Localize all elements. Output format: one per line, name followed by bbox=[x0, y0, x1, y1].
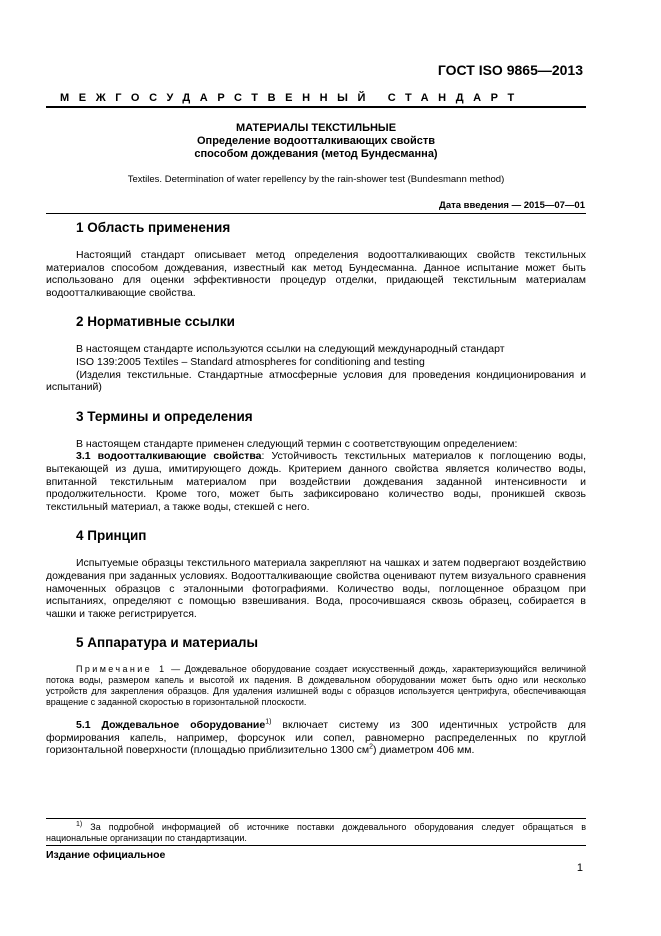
standard-type: МЕЖГОСУДАРСТВЕННЫЙ СТАНДАРТ bbox=[60, 92, 524, 104]
date-rule bbox=[46, 213, 586, 214]
footnote-ref: 1) bbox=[265, 718, 272, 726]
footer-rule bbox=[46, 845, 586, 846]
note-label: Примечание 1 bbox=[76, 664, 167, 675]
section-1-heading: 1 Область применения bbox=[76, 220, 231, 235]
section-3-line-1: В настоящем стандарте применен следующий термин с соответствующим определением: bbox=[76, 437, 518, 450]
title-line-1: МАТЕРИАЛЫ ТЕКСТИЛЬНЫЕ bbox=[235, 122, 397, 134]
clause-5-1 bbox=[46, 719, 586, 757]
title-line-3: способом дождевания (метод Бундесманна) bbox=[194, 148, 438, 160]
footnote-rule bbox=[46, 818, 586, 819]
title-line-2: Определение водоотталкивающих свойств bbox=[197, 135, 435, 147]
document-body bbox=[46, 220, 586, 757]
section-3-heading: 3 Термины и определения bbox=[76, 408, 253, 424]
section-3-definition bbox=[46, 450, 586, 513]
title-english: Textiles. Determination of water repellency by the rain-shower test (Bundesmann method) bbox=[127, 174, 505, 185]
section-4-heading: 4 Принцип bbox=[76, 528, 147, 544]
section-4-text: Испытуемые образцы текстильного материала закрепляют на чашках и затем подвергают воздействию дождевания при заданных условиях. Водоотталкивающие свойства оценивают путем визуального сравнения намоченных образцов с эталонными фотографиями. Количество воды, поглощенное образцом при испытаниях, определяют с помощью взвешивания. Вода, просочившаяся сквозь образец, собирается в чашки и также регистрируется. bbox=[46, 557, 586, 620]
clause-5-1-text-1: включает систему из 300 идентичных устройств для формирования капель, например, форсунок или сопел, равномерно распределенных по круглой горизонтальной поверхности (площадью приблизительно 1300 см bbox=[46, 719, 586, 757]
doc-number: ГОСТ ISO 9865—2013 bbox=[437, 62, 583, 78]
section-2-line-1: В настоящем стандарте используются ссылки на следующий международный стандарт bbox=[76, 343, 505, 356]
intro-date: Дата введения — 2015—07—01 bbox=[439, 200, 585, 211]
section-2-line-3: (Изделия текстильные. Стандартные атмосферные условия для проведения кондиционирования и испытаний) bbox=[46, 368, 586, 394]
clause-5-1-text-2: ) диаметром 406 мм. bbox=[373, 744, 475, 757]
footnote-mark: 1) bbox=[76, 821, 83, 828]
section-2-heading: 2 Нормативные ссылки bbox=[76, 314, 235, 330]
section-5-heading: 5 Аппаратура и материалы bbox=[76, 635, 259, 651]
edition-label: Издание официальное bbox=[46, 849, 166, 861]
header-rule bbox=[46, 106, 586, 108]
note-text: — Дождевальное оборудование создает искусственный дождь, характеризующийся величиной потока воды, размером капель и высотой их падения. В дождевальном оборудовании может быть одно или несколько устройств для закрепления образцов. Для удаления излишней воды с образцов используется центрифуга, обеспечивающая вращение с заданной скоростью в горизонтальной плоскости. bbox=[46, 664, 586, 708]
squared-sup: 2 bbox=[369, 743, 374, 751]
term-3-1: 3.1 водоотталкивающие свойства bbox=[76, 450, 262, 463]
note-1 bbox=[46, 664, 586, 708]
footnote bbox=[46, 822, 586, 844]
document-title bbox=[46, 122, 586, 161]
section-1-text: Настоящий стандарт описывает метод определения водоотталкивающих свойств текстильных материалов способом дождевания, известный как метод Бундесманна. Данное испытание может быть использовано для оценки эффективности процедур отделки, придающей текстильным материалам водоотталкивающие свойства. bbox=[46, 249, 586, 299]
page-number: 1 bbox=[576, 862, 583, 874]
section-2-line-2: ISO 139:2005 Textiles – Standard atmospheres for conditioning and testing bbox=[76, 355, 425, 368]
footnote-text: За подробной информацией об источнике поставки дождевального оборудования следует обращаться в национальные организации по стандартизации. bbox=[46, 822, 586, 843]
term-3-1-definition: : Устойчивость текстильных материалов к поглощению воды, вытекающей из душа, имитирующего дождь. Критерием данного свойства является количество воды, впитанной текстильным материалом при воздействии дождевания заданной интенсивности и продолжительности. Кроме того, может быть зафиксировано количество воды, проникшей сквозь текстильный материал, а также воды, стекшей с него. bbox=[46, 450, 586, 513]
clause-5-1-term: 5.1 Дождевальное оборудование bbox=[76, 719, 266, 732]
